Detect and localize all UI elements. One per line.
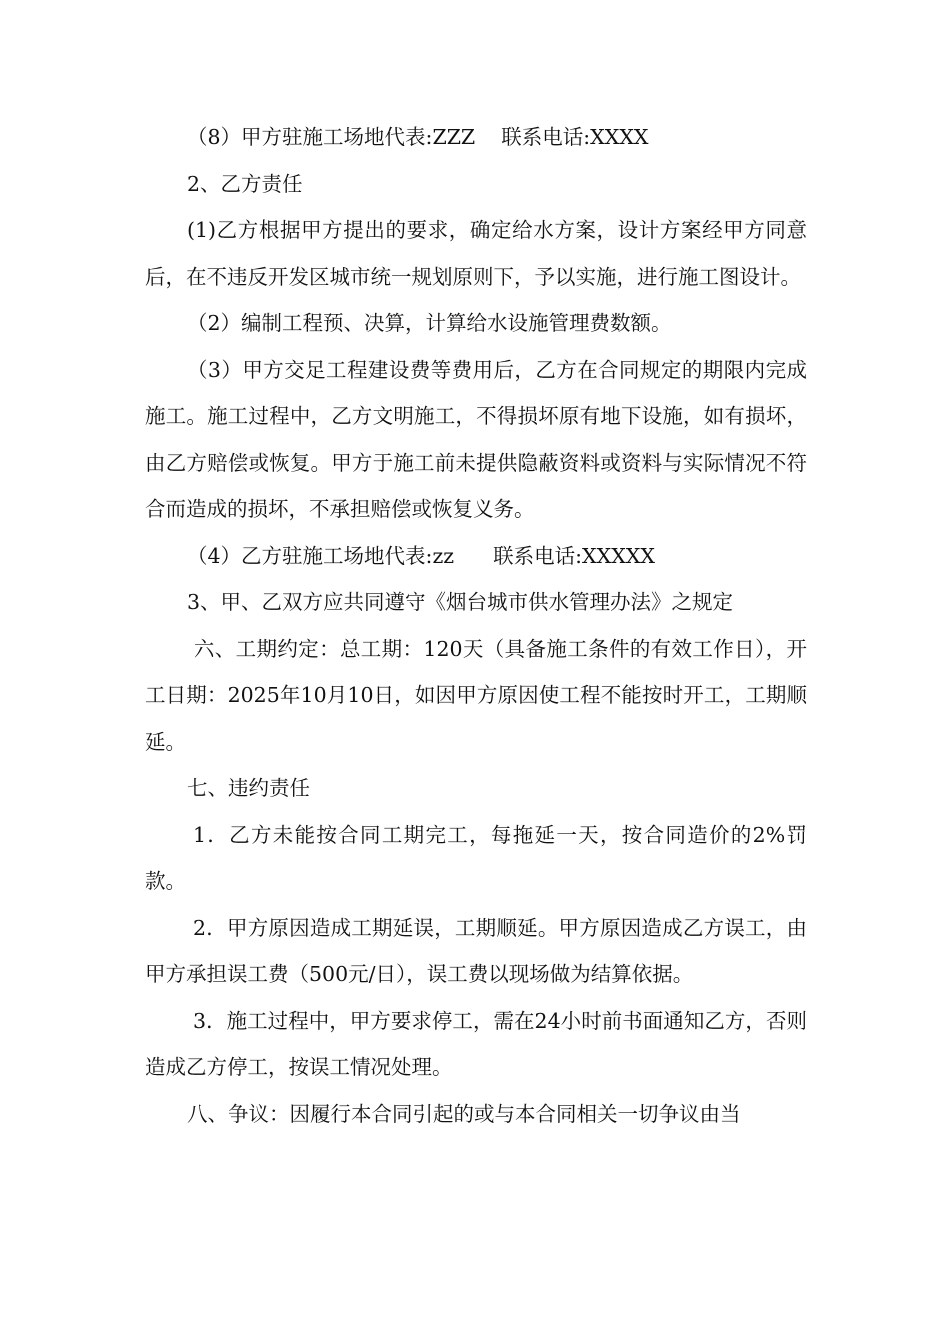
heading-party-b-responsibility: 2、乙方责任 (187, 171, 303, 196)
heading-section-7-liability: 七、违约责任 (187, 776, 310, 800)
paragraph-party-b-item-1: (1)乙方根据甲方提出的要求，确定给水方案，设计方案经甲方同意后，在不违反开发区城市统一规划原则下，予以实施，进行施工图设计。 (145, 218, 807, 289)
paragraph-liability-item-2: 2．甲方原因造成工期延误，工期顺延。甲方原因造成乙方误工，由甲方承担误工费（500元/日），误工费以现场做为结算依据。 (145, 915, 807, 986)
document-body (145, 114, 807, 1137)
paragraph-section-8-dispute: 八、争议：因履行本合同引起的或与本合同相关一切争议由当 (187, 1101, 741, 1126)
paragraph-party-b-item-3: （3）甲方交足工程建设费等费用后，乙方在合同规定的期限内完成施工。施工过程中，乙方文明施工，不得损坏原有地下设施，如有损坏，由乙方赔偿或恢复。甲方于施工前未提供隐蔽资料或资料与实际情况不符合而造成的损坏，不承担赔偿或恢复义务。 (145, 357, 807, 521)
paragraph-party-b-item-2: （2）编制工程预、决算，计算给水设施管理费数额。 (187, 311, 672, 335)
paragraph-regulation-compliance: 3、甲、乙双方应共同遵守《烟台城市供水管理办法》之规定 (187, 590, 734, 614)
paragraph-liability-item-1: 1．乙方未能按合同工期完工，每拖延一天，按合同造价的2%罚款。 (145, 822, 807, 893)
paragraph-party-a-representative: （8）甲方驻施工场地代表:ZZZ 联系电话:XXXX (187, 125, 649, 149)
paragraph-liability-item-3: 3．施工过程中，甲方要求停工，需在24小时前书面通知乙方，否则造成乙方停工，按误工情况处理。 (145, 1008, 807, 1079)
paragraph-party-b-representative: （4）乙方驻施工场地代表:zz 联系电话:XXXXX (187, 543, 656, 568)
paragraph-section-6-schedule: 六、工期约定：总工期：120天（具备施工条件的有效工作日），开工日期：2025年10月10日，如因甲方原因使工程不能按时开工，工期顺延。 (145, 636, 807, 754)
